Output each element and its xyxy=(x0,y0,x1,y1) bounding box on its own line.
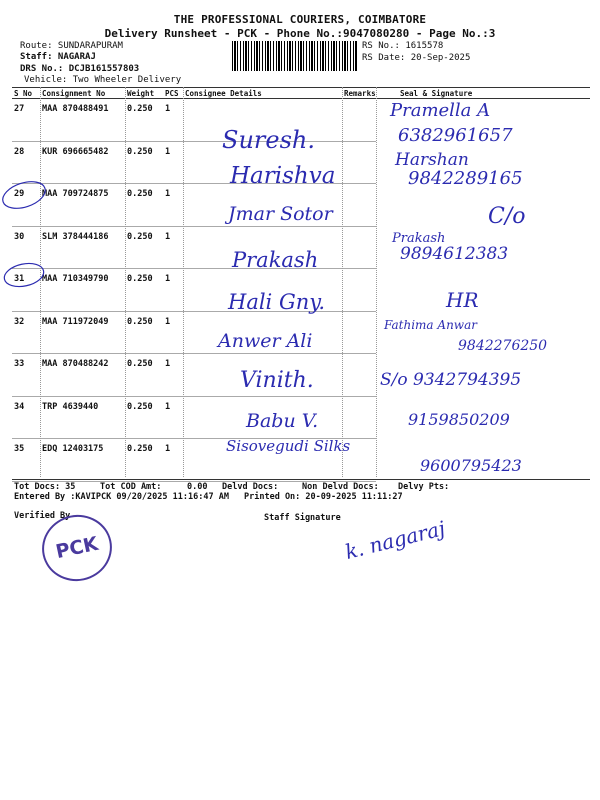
pcs: 1 xyxy=(163,354,183,397)
hw-sig-30: C/o xyxy=(488,204,526,229)
weight: 0.250 xyxy=(125,226,163,269)
hw-sig-32: Fathima Anwar xyxy=(384,318,477,332)
consignment-no: MAA 711972049 xyxy=(40,311,125,354)
route-label: Route: SUNDARAPURAM xyxy=(20,41,123,51)
consignment-no: MAA 870488491 xyxy=(40,99,125,142)
hw-name-32: Hali Gny. xyxy=(228,290,325,314)
remarks xyxy=(342,354,376,397)
tot-docs: Tot Docs: 35 xyxy=(14,482,76,492)
consignment-no: MAA 870488242 xyxy=(40,354,125,397)
footer-divider xyxy=(12,479,590,480)
consignment-no: SLM 378444186 xyxy=(40,226,125,269)
runsheet-title: Delivery Runsheet - PCK - Phone No.:9047080280 - Page No.:3 xyxy=(104,27,496,40)
delvy-pts: Delvy Pts: xyxy=(398,482,450,492)
entered-by: Entered By :KAVIPCK 09/20/2025 11:16:47 AM xyxy=(14,492,229,502)
hw-name-31: Prakash xyxy=(232,248,319,272)
weight: 0.250 xyxy=(125,99,163,142)
remarks xyxy=(342,184,376,227)
pcs: 1 xyxy=(163,269,183,312)
sno: 27 xyxy=(12,99,40,142)
weight: 0.250 xyxy=(125,141,163,184)
weight: 0.250 xyxy=(125,439,163,482)
pcs: 1 xyxy=(163,311,183,354)
sno: 34 xyxy=(12,396,40,439)
sno: 30 xyxy=(12,226,40,269)
column-divider xyxy=(376,87,377,477)
pen-circle-marks xyxy=(0,175,48,295)
verified-by-label: Verified By xyxy=(14,511,71,521)
printed-on: Printed On: 20-09-2025 11:11:27 xyxy=(244,492,403,502)
sno: 31 xyxy=(12,269,40,312)
consignment-no: MAA 710349790 xyxy=(40,269,125,312)
non-delvd-docs: Non Delvd Docs: xyxy=(302,482,379,492)
col-weight: Weight xyxy=(125,88,163,99)
remarks xyxy=(342,311,376,354)
hw-name-30: Jmar Sotor xyxy=(228,203,333,225)
vehicle-label: Vehicle: Two Wheeler Delivery xyxy=(24,75,182,85)
remarks xyxy=(342,226,376,269)
consignment-no: KUR 696665482 xyxy=(40,141,125,184)
rs-date: RS Date: 20-Sep-2025 xyxy=(362,53,471,63)
hw-sig-27: Pramella A xyxy=(390,100,491,121)
col-remarks: Remarks xyxy=(344,88,376,98)
sno: 28 xyxy=(12,141,40,184)
consignment-no: TRP 4639440 xyxy=(40,396,125,439)
pcs: 1 xyxy=(163,226,183,269)
pcs: 1 xyxy=(163,439,183,482)
hw-phone-30: 9894612383 xyxy=(400,244,509,264)
hw-phone-35: 9600795423 xyxy=(420,456,522,475)
table-header-row xyxy=(12,88,590,99)
consignment-no: MAA 709724875 xyxy=(40,184,125,227)
hw-phone-32: 9842276250 xyxy=(458,338,548,354)
pcs: 1 xyxy=(163,99,183,142)
seal-signature xyxy=(376,269,590,312)
column-divider xyxy=(125,87,126,477)
pcs: 1 xyxy=(163,184,183,227)
staff-signature-label: Staff Signature xyxy=(264,513,341,523)
weight: 0.250 xyxy=(125,269,163,312)
tot-cod-amt: Tot COD Amt: 0.00 xyxy=(100,482,208,492)
col-consignee: Consignee Details xyxy=(183,88,342,99)
pcs: 1 xyxy=(163,141,183,184)
hw-phone-27: 6382961657 xyxy=(398,125,513,146)
hw-name-33: Anwer Ali xyxy=(218,330,313,352)
col-consignment: Consignment No xyxy=(40,88,125,99)
drs-number: DRS No.: DCJB161557803 xyxy=(20,64,140,74)
hw-sig-31: HR xyxy=(446,288,479,312)
remarks xyxy=(342,141,376,184)
hw-sig2-30: Prakash xyxy=(392,231,446,246)
staff-label: Staff: NAGARAJ xyxy=(20,52,96,62)
seal-signature xyxy=(376,184,590,227)
barcode xyxy=(232,41,358,71)
sno: 35 xyxy=(12,439,40,482)
col-sno: S No xyxy=(12,88,40,99)
remarks xyxy=(342,99,376,142)
weight: 0.250 xyxy=(125,396,163,439)
column-divider xyxy=(342,87,343,477)
sno: 33 xyxy=(12,354,40,397)
hw-name-34: Vinith. xyxy=(240,368,314,393)
company-title: THE PROFESSIONAL COURIERS, COIMBATORE xyxy=(173,13,427,26)
stamp-text: PCK xyxy=(53,532,101,564)
col-seal-signature: Seal & Signature xyxy=(376,88,590,99)
staff-signature: k. nagaraj xyxy=(342,516,448,564)
column-divider xyxy=(183,87,184,477)
hw-sig-34: 9159850209 xyxy=(408,410,510,429)
hw-sig-28: Harshan xyxy=(395,150,469,170)
remarks xyxy=(342,269,376,312)
rs-number: RS No.: 1615578 xyxy=(362,41,444,51)
delvd-docs: Delvd Docs: xyxy=(222,482,279,492)
hw-name-28: Suresh. xyxy=(222,126,315,154)
consignment-no: EDQ 12403175 xyxy=(40,439,125,482)
hw-sig-33: S/o 9342794395 xyxy=(380,370,522,390)
weight: 0.250 xyxy=(125,354,163,397)
hw-company-35: Sisovegudi Silks xyxy=(226,437,351,455)
pcs: 1 xyxy=(163,396,183,439)
sno: 29 xyxy=(12,184,40,227)
hw-name-29: Harishva xyxy=(230,163,336,189)
weight: 0.250 xyxy=(125,184,163,227)
weight: 0.250 xyxy=(125,311,163,354)
hw-phone-28: 9842289165 xyxy=(408,168,523,189)
sno: 32 xyxy=(12,311,40,354)
hw-name-35: Babu V. xyxy=(246,410,319,432)
remarks xyxy=(342,396,376,439)
col-pcs: PCS xyxy=(163,88,183,99)
